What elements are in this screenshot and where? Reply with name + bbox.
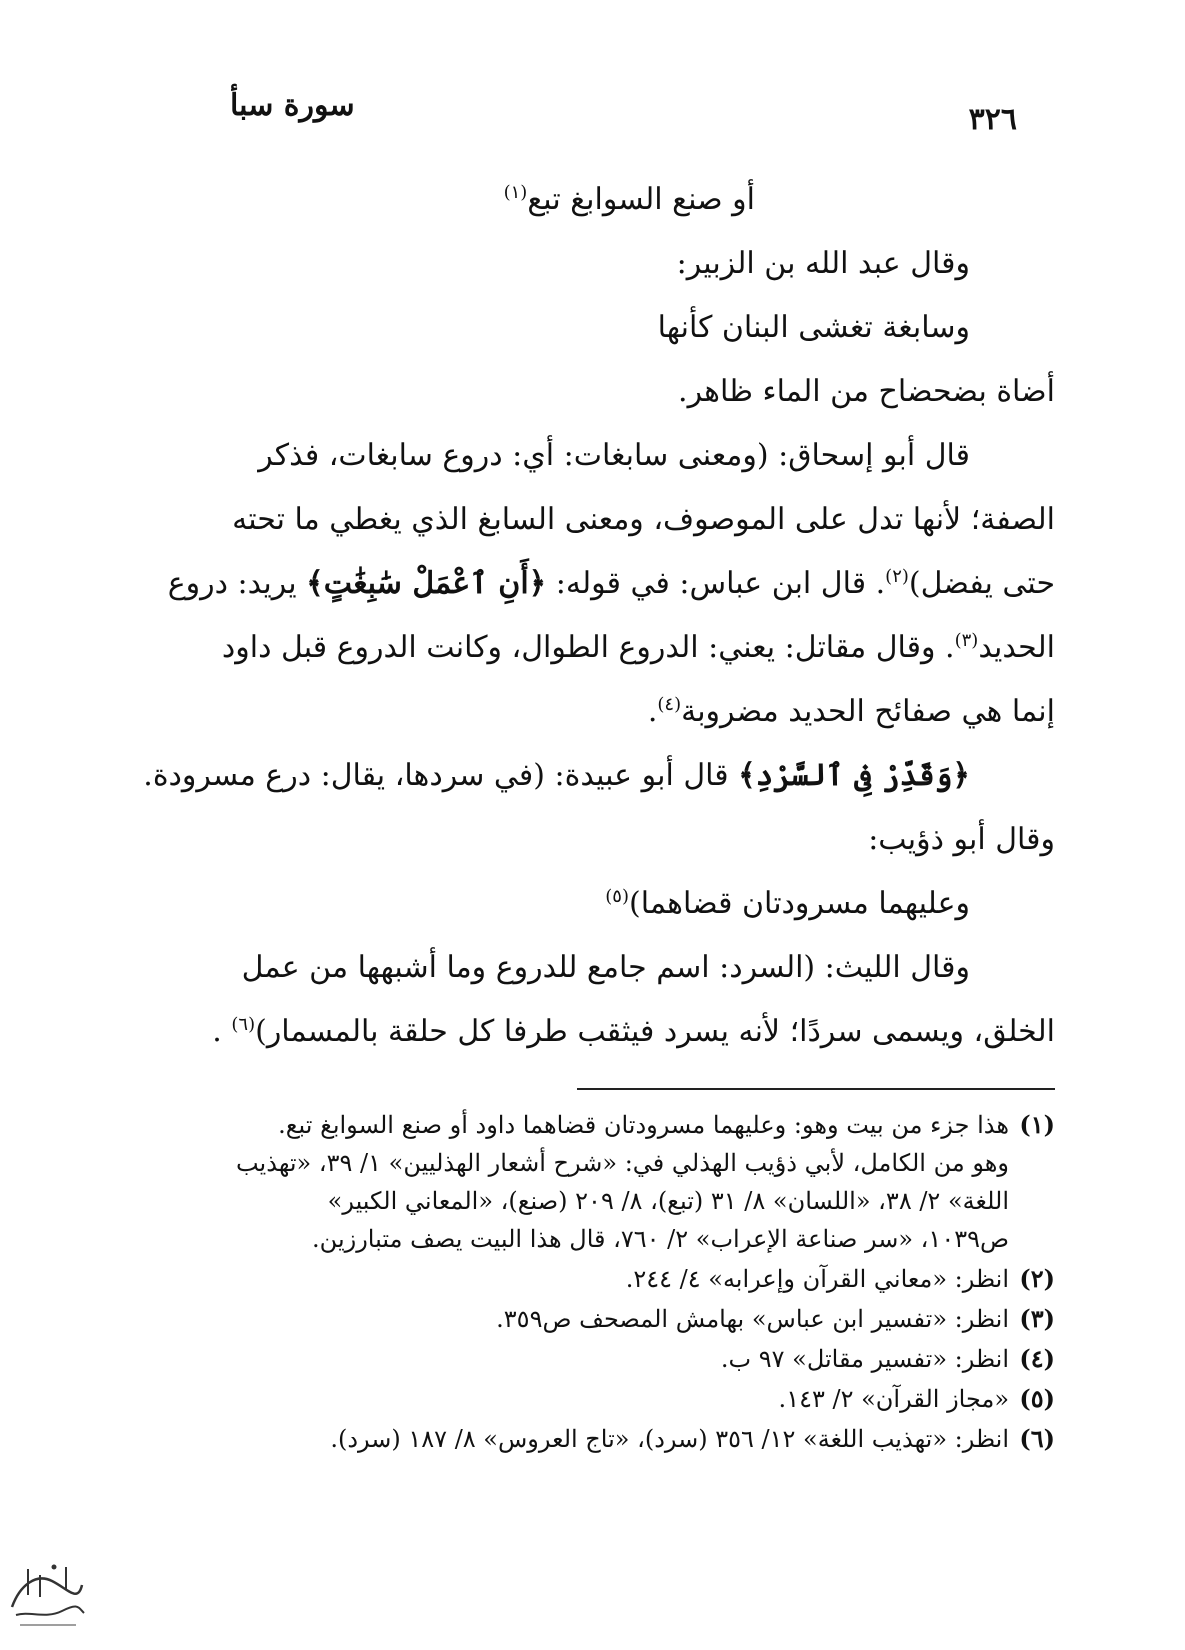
- main-text: [110, 168, 1055, 1064]
- footnote-line: انظر: «تفسير ابن عباس» بهامش المصحف ص٣٥٩.: [496, 1305, 1009, 1333]
- footnote-number: (٦): [1019, 1424, 1055, 1453]
- paragraph-text: . قال ابن عباس: في قوله:: [555, 566, 886, 601]
- footnote-ref: (٢): [885, 566, 909, 587]
- footnote-line: هذا جزء من بيت وهو: وعليهما مسرودتان قضاهما داود أو صنع السوابغ تبع.: [278, 1111, 1009, 1139]
- paragraph-text: قال أبو عبيدة: (في سردها، يقال: درع مسرودة.: [143, 758, 729, 793]
- footnote-line: ص١٠٣٩، «سر صناعة الإعراب» ٢/ ٧٦٠، قال هذا البيت يصف متبارزين.: [312, 1225, 1009, 1253]
- quran-quote: ﴿وَقَدِّرْ فِى ٱلسَّرْدِ﴾: [738, 758, 970, 793]
- verse-line: [110, 296, 1055, 360]
- footnote-ref: (٣): [954, 630, 979, 651]
- verse-text: أضاة بضحضاح من الماء ظاهر.: [678, 374, 1055, 409]
- footnote: [110, 1420, 1055, 1458]
- footnote: [110, 1106, 1055, 1258]
- text-line: [110, 808, 1055, 872]
- paragraph-text: إنما هي صفائح الحديد مضروبة: [681, 694, 1055, 729]
- footnote-line: انظر: «تفسير مقاتل» ٩٧ ب.: [720, 1345, 1009, 1373]
- footnote-line: انظر: «تهذيب اللغة» ١٢/ ٣٥٦ (سرد)، «تاج العروس» ٨/ ١٨٧ (سرد).: [330, 1425, 1009, 1453]
- paragraph-text: يريد: دروع: [167, 566, 297, 601]
- footnote-ref: (٦): [231, 1014, 256, 1035]
- footnote-body: [110, 1106, 1009, 1258]
- text-line: [110, 936, 1055, 1000]
- footnote-body: [110, 1340, 1009, 1378]
- text-line: [110, 1000, 1055, 1064]
- footnote: [110, 1380, 1055, 1418]
- watermark-logo: [6, 1555, 88, 1635]
- footnote-ref: (٤): [657, 694, 682, 715]
- footnote-number: (٣): [1019, 1304, 1055, 1333]
- footnote-ref: (١): [503, 182, 528, 203]
- footnote-number: (٥): [1019, 1384, 1055, 1413]
- footnote: [110, 1340, 1055, 1378]
- paragraph-text: .: [647, 694, 658, 729]
- footnote-number: (١): [1019, 1110, 1055, 1139]
- text-line: [110, 424, 1055, 488]
- footnote-line: اللغة» ٢/ ٣٨، «اللسان» ٨/ ٣١ (تبع)، ٨/ ٢٠٩ (صنع)، «المعاني الكبير»: [327, 1187, 1009, 1215]
- paragraph-text: قال أبو إسحاق: (ومعنى سابغات: أي: دروع سابغات، فذكر: [258, 438, 970, 473]
- footnote-ref: (٥): [605, 886, 629, 907]
- verse-line: [110, 872, 1055, 936]
- paragraph-text: وقال عبد الله بن الزبير:: [676, 246, 970, 281]
- footnote: [110, 1300, 1055, 1338]
- footnote-line: وهو من الكامل، لأبي ذؤيب الهذلي في: «شرح أشعار الهذليين» ١/ ٣٩، «تهذيب: [235, 1149, 1009, 1177]
- paragraph-text: .: [212, 1014, 222, 1049]
- verse-line: [110, 168, 1055, 232]
- text-line: [110, 232, 1055, 296]
- footnote-line: «مجاز القرآن» ٢/ ١٤٣.: [778, 1385, 1009, 1413]
- paragraph-text: حتى يفضل): [908, 566, 1055, 601]
- page-header: [60, 88, 1125, 138]
- text-line: [110, 744, 1055, 808]
- paragraph-text: . وقال مقاتل: يعني: الدروع الطوال، وكانت الدروع قبل داود: [221, 630, 955, 665]
- text-line: [110, 616, 1055, 680]
- footnote-body: [110, 1300, 1009, 1338]
- paragraph-text: الصفة؛ لأنها تدل على الموصوف، ومعنى السابغ الذي يغطي ما تحته: [232, 502, 1055, 537]
- verse-text: أو صنع السوابغ تبع: [527, 182, 755, 217]
- surah-title: سورة سبأ: [230, 88, 355, 123]
- verse-line: [110, 360, 1055, 424]
- text-line: [110, 680, 1055, 744]
- paragraph-text: وقال أبو ذؤيب:: [868, 822, 1055, 857]
- watermark-stroke: [28, 1567, 66, 1597]
- watermark-stroke: [12, 1579, 82, 1607]
- footnote-line: انظر: «معاني القرآن وإعرابه» ٤/ ٢٤٤.: [625, 1265, 1009, 1293]
- watermark-dot: [52, 1565, 57, 1570]
- footnote: [110, 1260, 1055, 1298]
- verse-text: وعليهما مسرودتان قضاهما): [628, 886, 970, 921]
- paragraph-text: الخلق، ويسمى سردًا؛ لأنه يسرد فيثقب طرفا كل حلقة بالمسمار): [255, 1014, 1055, 1049]
- footnote-divider: [577, 1088, 1055, 1090]
- footnote-number: (٤): [1019, 1344, 1055, 1373]
- footnote-body: [110, 1420, 1009, 1458]
- text-line: [110, 488, 1055, 552]
- paragraph-text: الحديد: [978, 630, 1055, 665]
- footnotes: [110, 1106, 1055, 1460]
- text-line: [110, 552, 1055, 616]
- verse-text: وسابغة تغشى البنان كأنها: [657, 310, 970, 345]
- paragraph-text: وقال الليث: (السرد: اسم جامع للدروع وما أشبهها من عمل: [241, 950, 970, 985]
- footnote-body: [110, 1260, 1009, 1298]
- footnote-body: [110, 1380, 1009, 1418]
- quran-quote: ﴿أَنِ ٱعْمَلْ سَٰبِغَٰتٍ﴾: [306, 566, 547, 601]
- page-number: ٣٢٦: [968, 102, 1017, 137]
- footnote-number: (٢): [1019, 1264, 1055, 1293]
- watermark-stroke: [16, 1607, 84, 1615]
